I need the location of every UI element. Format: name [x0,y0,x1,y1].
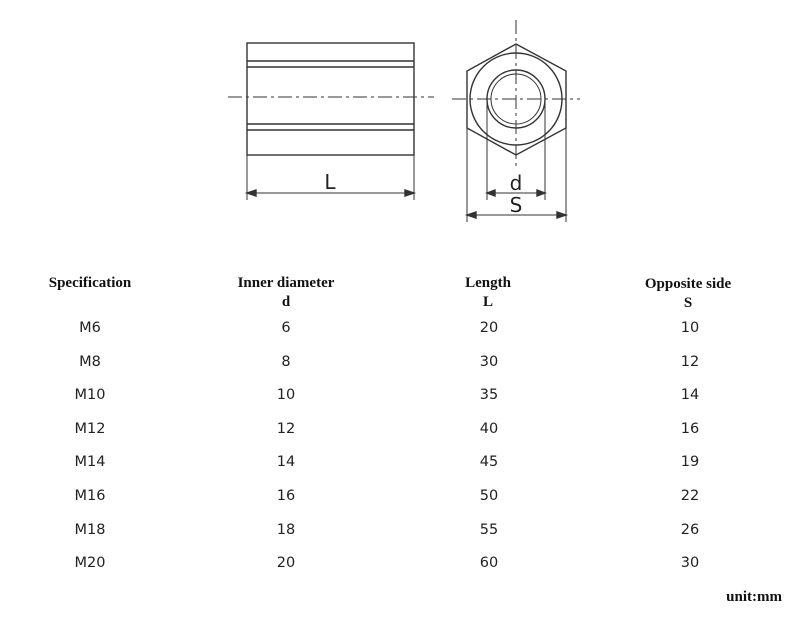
table-cell: 6 [281,320,291,336]
table-cell: 12 [276,420,296,437]
header-inner-diameter: Inner diameter d [237,275,335,310]
table-cell: 10 [276,387,296,404]
table-cell: M10 [74,387,106,404]
table-cell: 8 [281,353,291,370]
table-cell: 16 [276,488,296,504]
header-specification: Specification [48,275,132,291]
table-cell: M18 [74,521,106,538]
table-cell: 16 [680,420,700,437]
table-cell: 20 [276,555,296,572]
table-cell: 26 [680,521,700,538]
inner-diameter-label: d [509,171,523,195]
table-cell: 40 [479,420,499,437]
table-cell: 22 [680,488,700,504]
header-opposite-side: Opposite side S [644,276,732,311]
table-cell: 45 [479,454,499,471]
table-cell: 19 [680,454,700,471]
table-cell: M20 [74,555,106,572]
unit-note: unit:mm [726,589,782,605]
table-cell: 55 [479,521,499,538]
table-cell: 30 [479,353,499,370]
table-cell: M14 [74,454,106,471]
length-dimension-label: L [324,170,336,194]
table-cell: 35 [479,387,499,404]
table-cell: 60 [479,555,499,572]
table-cell: M16 [74,488,106,504]
opposite-side-label: S [509,193,523,217]
table-cell: 20 [479,320,499,336]
header-length: Length L [465,275,511,310]
table-cell: M8 [79,353,101,370]
table-cell: 50 [479,488,499,504]
table-cell: M6 [79,320,101,336]
table-cell: 12 [680,353,700,370]
table-cell: 30 [680,555,700,572]
table-cell: 14 [276,454,296,471]
table-cell: 14 [680,387,700,404]
table-cell: M12 [74,420,106,437]
table-cell: 10 [680,320,700,336]
table-cell: 18 [276,521,296,538]
